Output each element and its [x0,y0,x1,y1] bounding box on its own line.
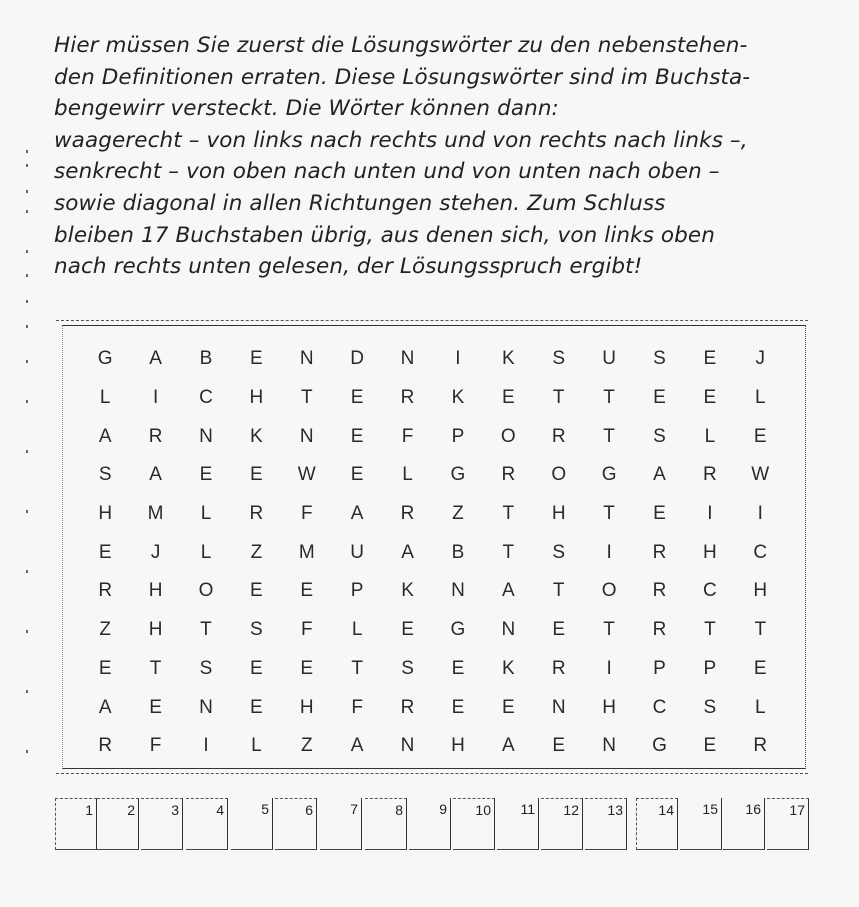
grid-letter: U [602,348,616,370]
grid-letter: Z [300,735,313,757]
grid-letter: E [199,464,213,486]
grid-letter: R [98,580,113,602]
solution-box[interactable] [453,798,495,850]
grid-letter: L [754,696,766,718]
grid-letter: L [99,387,111,409]
grid-letter: N [602,735,616,757]
box-number: 15 [702,801,718,817]
grid-letter: E [703,387,717,409]
solution-boxes [55,798,807,850]
instruction-line: senkrecht – von oben nach unten und von unten nach oben – [54,159,720,185]
grid-letter: K [501,657,515,679]
box-number: 2 [127,802,135,818]
grid-letter: S [703,696,717,718]
grid-letter: S [401,657,414,679]
grid-letter: I [606,657,612,679]
box-number: 10 [475,802,491,818]
solution-box[interactable] [767,798,809,850]
grid-letter: E [300,657,314,679]
grid-letter: T [200,619,212,641]
perforation-dot [26,190,28,193]
grid-letter: A [501,735,515,757]
grid-letter: F [300,503,313,525]
grid-letter: F [149,735,162,757]
grid-letter: E [753,657,767,679]
grid-letter: H [148,619,163,641]
grid-letter: A [149,348,162,370]
instruction-line: Hier müssen Sie zuerst die Lösungswörter zu den nebenstehen- [54,33,748,58]
grid-letter: C [199,387,213,409]
grid-letter: M [298,541,315,563]
grid-letter: L [200,503,212,525]
grid-letter: S [653,425,666,447]
grid-letter: R [249,503,264,525]
grid-letter: T [149,657,162,679]
grid-letter: E [501,387,515,409]
instruction-line: den Definitionen erraten. Diese Lösungswörter sind im Buchsta- [54,64,751,90]
grid-letter: Z [452,503,464,525]
instruction-line: bengewirr versteckt. Die Wörter können dann: [54,96,559,122]
grid-letter: E [703,348,717,370]
grid-letter: R [148,425,163,447]
instruction-line: nach rechts unten gelesen, der Lösungsspruch ergibt! [54,254,643,280]
box-number: 7 [350,801,358,817]
grid-letter: P [350,580,364,602]
grid-letter: A [350,503,364,525]
grid-letter: N [299,348,314,370]
grid-letter: O [198,580,214,602]
grid-letter: L [402,464,413,486]
perforation-dot [26,274,28,277]
grid-letter: L [704,425,716,447]
box-number: 12 [563,802,579,818]
grid-letter: T [603,425,615,447]
grid-letter: H [602,696,616,718]
grid-letter: L [251,735,262,757]
grid-letter: H [703,541,717,563]
grid-letter: C [753,541,768,563]
grid-letter: R [652,580,667,602]
box-number: 16 [745,801,761,817]
box-number: 4 [216,802,224,818]
grid-letter: T [603,503,615,525]
grid-letter: E [350,464,364,486]
grid-letter: P [703,657,717,679]
solution-box[interactable] [585,798,627,850]
grid-letter: O [500,425,516,447]
solution-box[interactable] [231,798,273,850]
perforation-dot [26,300,28,303]
box-number: 14 [658,802,674,818]
grid-letter: E [653,503,666,525]
grid-letter: H [299,696,314,718]
grid-letter: F [300,619,313,641]
grid-letter: W [751,464,770,486]
solution-box[interactable] [497,798,539,850]
grid-letter: T [351,657,363,679]
grid-letter: O [551,464,567,486]
grid-letter: P [451,425,465,447]
box-number: 1 [85,802,93,818]
margin-perforation [26,150,32,770]
grid-letter: H [98,503,113,525]
grid-letter: A [653,464,666,486]
perforation-dot [26,570,28,573]
grid-letter: N [299,425,314,447]
grid-letter: T [704,619,716,641]
perforation-dot [26,325,28,328]
grid-letter: Z [250,541,263,563]
grid-letter: I [203,735,209,757]
grid-letter: I [606,541,612,563]
box-number: 17 [789,802,805,818]
solution-box[interactable] [409,798,451,850]
solution-box[interactable] [141,798,183,850]
grid-letter: E [350,387,364,409]
grid-letter: G [450,464,466,486]
grid-letter: R [501,464,516,486]
grid-letter: N [400,348,415,370]
grid-letter: E [350,425,364,447]
perforation-dot [26,750,28,753]
grid-letter: S [199,657,213,679]
grid-letter: I [455,348,461,370]
box-number: 3 [171,802,179,818]
grid-letter: K [451,387,465,409]
grid-letter: E [451,657,465,679]
box-number: 6 [305,802,313,818]
grid-letter: L [351,619,363,641]
perforation-dot [26,150,28,153]
grid-letter: S [552,348,566,370]
grid-letter: N [199,696,213,718]
grid-letter: A [501,580,515,602]
grid-letter: E [250,580,263,602]
grid-letter: A [98,696,112,718]
grid-letter: T [502,541,515,563]
grid-letter: I [757,503,763,525]
box-number: 11 [520,801,535,817]
grid-letter: E [703,735,717,757]
solution-box[interactable] [541,798,583,850]
solution-box[interactable] [97,798,139,850]
grid-letter: E [300,580,314,602]
grid-letter: T [300,387,313,409]
grid-letter: J [755,348,766,370]
grid-letter: R [753,735,768,757]
solution-box[interactable] [55,798,97,850]
grid-letter: E [98,657,112,679]
grid-letter: A [350,735,364,757]
solution-box[interactable] [365,798,407,850]
grid-letter: T [552,580,565,602]
grid-letter: N [451,580,465,602]
grid-letter: E [451,696,465,718]
grid-letter: A [401,541,414,563]
grid-letter: E [250,696,263,718]
grid-letter: E [653,387,666,409]
perforation-dot [26,690,28,693]
grid-letter: G [450,619,466,641]
grid-letter: I [707,503,713,525]
grid-letter: Z [99,619,111,641]
grid-letter: R [551,657,566,679]
grid-letter: P [653,657,666,679]
grid-letter: S [552,541,566,563]
perforation-dot [26,164,28,167]
grid-letter: A [149,464,162,486]
grid-letter: H [451,735,465,757]
instruction-line: bleiben 17 Buchstaben übrig, aus denen sich, von links oben [54,222,715,248]
solution-box[interactable] [275,798,317,850]
grid-letter: G [601,464,617,486]
grid-letter: E [250,657,263,679]
grid-letter: E [250,464,263,486]
grid-letter: R [400,503,415,525]
grid-letter: K [250,425,263,447]
perforation-dot [26,360,28,363]
solution-box[interactable] [723,798,765,850]
grid-letter: M [147,503,164,525]
grid-letter: T [502,503,515,525]
grid-letter: W [297,464,316,486]
grid-letter: S [250,619,263,641]
grid-letter: L [200,541,212,563]
perforation-dot [26,400,28,403]
grid-letter: R [652,541,667,563]
perforation-dot [26,210,28,213]
grid-letter: R [98,735,113,757]
grid-letter: T [603,387,615,409]
grid-letter: R [703,464,717,486]
grid-letter: H [753,580,768,602]
grid-letter: F [401,425,414,447]
grid-letter: L [754,387,766,409]
grid-letter: H [249,387,264,409]
grid-letter: R [652,619,667,641]
grid-letter: E [250,348,263,370]
grid-letter: E [501,696,515,718]
grid-letter: U [350,541,365,563]
letter-grid [80,340,785,766]
grid-letter: D [350,348,365,370]
perforation-dot [26,250,28,253]
perforation-dot [26,450,28,453]
grid-letter: K [501,348,515,370]
solution-box[interactable] [320,798,362,850]
box-number: 5 [261,801,269,817]
box-number: 8 [395,802,403,818]
grid-letter: R [400,696,415,718]
grid-letter: E [753,425,767,447]
grid-letter: E [552,619,566,641]
grid-letter: C [703,580,717,602]
instruction-line: waagerecht – von links nach rechts und von rechts nach links –, [54,127,748,153]
solution-box[interactable] [186,798,228,850]
grid-letter: T [754,619,767,641]
grid-letter: A [98,425,112,447]
grid-letter: C [652,696,667,718]
box-number: 9 [439,801,447,817]
grid-letter: H [148,580,163,602]
perforation-dot [26,630,28,633]
grid-letter: J [150,541,161,563]
solution-box[interactable] [680,798,722,850]
grid-letter: E [149,696,162,718]
grid-letter: G [652,735,667,757]
grid-letter: T [603,619,615,641]
grid-letter: H [551,503,566,525]
grid-letter: F [351,696,363,718]
grid-letter: E [401,619,414,641]
grid-letter: R [551,425,566,447]
grid-letter: O [601,580,617,602]
perforation-dot [26,510,28,513]
grid-letter: E [552,735,566,757]
grid-letter: N [551,696,566,718]
grid-letter: N [400,735,415,757]
box-number: 13 [607,802,623,818]
solution-box[interactable] [636,798,678,850]
grid-letter: S [653,348,666,370]
grid-letter: R [400,387,415,409]
grid-letter: T [552,387,565,409]
instruction-line: sowie diagonal in allen Richtungen stehen. Zum Schluss [54,190,666,216]
grid-letter: I [152,387,159,409]
grid-letter: E [98,541,112,563]
grid-letter: N [199,425,213,447]
grid-letter: B [199,348,213,370]
instructions-text [54,30,844,283]
grid-letter: K [401,580,414,602]
grid-letter: B [451,541,465,563]
grid-letter: S [98,464,112,486]
grid-letter: G [97,348,113,370]
grid-letter: N [501,619,516,641]
